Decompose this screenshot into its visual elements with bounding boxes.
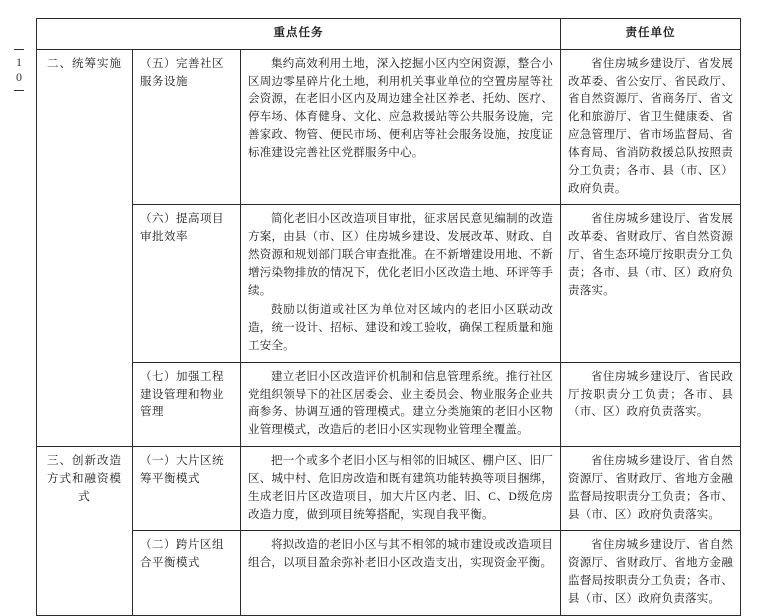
column-header-responsible: 责任单位	[561, 19, 741, 50]
page-number	[2, 10, 36, 130]
task-item-label: （七）加强工程建设管理和物业管理	[133, 362, 241, 446]
responsible-units: 省住房城乡建设厅、省自然资源厅、省财政厅、省地方金融监督局按职责分工负责；各市、县（市、区）政府负责落实。	[561, 531, 741, 615]
task-paragraph-1: 简化老旧小区改造项目审批，征求居民意见编制的改造方案，由县（市、区）住房城乡建设、发展改革、财政、自然资源和规划部门联合审查批准。在不新增建设用地、不新增污染物排放的情况下，优化老旧小区改造土地、环评等手续。	[248, 213, 554, 297]
page-number-value: 10	[12, 55, 26, 85]
task-item-label: （六）提高项目审批效率	[133, 205, 241, 363]
task-item-label: （二）跨片区组合平衡模式	[133, 531, 241, 615]
task-description: 集约高效利用土地，深入挖掘小区内空闲资源，整合小区周边零星碎片化土地，利用机关事业单位的空置房屋等社会资源，在老旧小区内及周边建全社区养老、托幼、医疗、停车场、体育健身、文化、应急救援站等公共服务设施，完善家政、物管、便民市场、便利店等社会服务设施，按度证标准建设完善社区党群服务中心。	[241, 49, 561, 205]
table-row	[37, 205, 741, 363]
responsible-units: 省住房城乡建设厅、省发展改革委、省财政厅、省自然资源厅、省生态环境厅按职责分工负责；各市、县（市、区）政府负责落实。	[561, 205, 741, 363]
task-paragraph: 鼓励以街道或社区为单位对区域内的老旧小区联动改造，统一设计、招标、建设和竣工验收，确保工程质量和施工安全。	[248, 304, 554, 352]
table-body	[37, 49, 741, 615]
table-row	[37, 447, 741, 531]
responsible-units: 省住房城乡建设厅、省发展改革委、省公安厅、省民政厅、省自然资源厅、省商务厅、省文化和旅游厅、省卫生健康委、省应急管理厅、省市场监督局、省体育局、省消防救援总队按照责分工负责；各市、县（市、区）政府负责。	[561, 49, 741, 205]
tasks-table	[36, 18, 741, 616]
table-header	[37, 19, 741, 50]
table-row	[37, 49, 741, 205]
table-header-row	[37, 19, 741, 50]
page-number-dash-right	[14, 90, 24, 91]
task-item-label: （一）大片区统筹平衡模式	[133, 447, 241, 531]
task-description: 将拟改造的老旧小区与其不相邻的城市建设或改造项目组合，以项目盈余弥补老旧小区改造支出，实现资金平衡。	[241, 531, 561, 615]
responsible-units: 省住房城乡建设厅、省民政厅按职责分工负责；各市、县（市、区）政府负责落实。	[561, 362, 741, 446]
task-item-label: （五）完善社区服务设施	[133, 49, 241, 205]
section-label-3: 三、创新改造方式和融资模式	[37, 447, 133, 616]
table-row	[37, 362, 741, 446]
task-description: 把一个或多个老旧小区与相邻的旧城区、棚户区、旧厂区、城中村、危旧房改造和既有建筑功能转换等项目捆绑，生成老旧片区改造项目，加大片区内老、旧、C、D级危房改造力度，做到项目统筹搭配，实现自我平衡。	[241, 447, 561, 531]
table-row	[37, 531, 741, 615]
task-description: 建立老旧小区改造评价机制和信息管理系统。推行社区党组织领导下的社区居委会、业主委员会、物业服务企业共商参务、协调互通的管理模式。建立分类施策的老旧小区物业管理模式，改造后的老旧小区实现物业管理全覆盖。	[241, 362, 561, 446]
responsible-units: 省住房城乡建设厅、省自然资源厅、省财政厅、省地方金融监督局按职责分工负责；各市、县（市、区）政府负责落实。	[561, 447, 741, 531]
task-description	[241, 205, 561, 363]
column-header-task: 重点任务	[37, 19, 561, 50]
section-label-2: 二、统筹实施	[37, 49, 133, 446]
page-number-dash-left	[14, 49, 24, 50]
